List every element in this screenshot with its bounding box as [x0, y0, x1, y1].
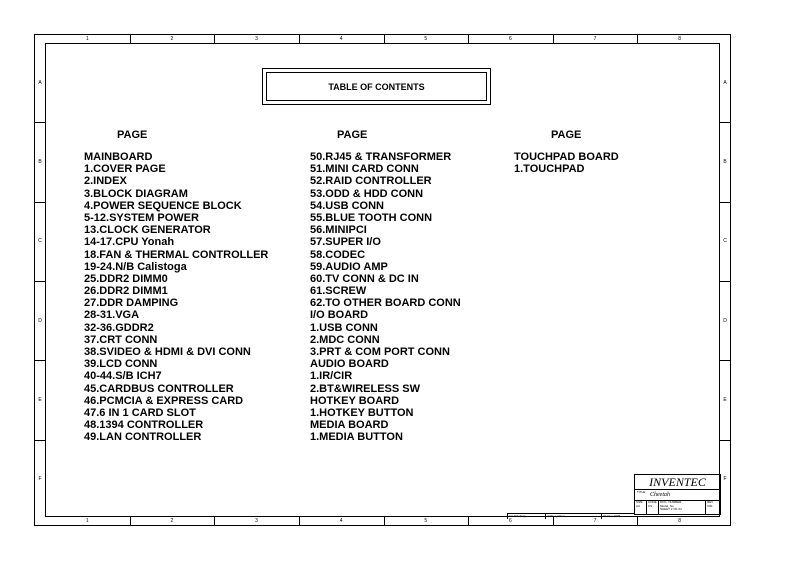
- toc-entry: 50.RJ45 & TRANSFORMER: [310, 151, 452, 163]
- zone-divider: [214, 517, 215, 525]
- toc-entry: 2.INDEX: [84, 175, 127, 188]
- zone-divider: [720, 360, 730, 361]
- zone-divider: [384, 35, 385, 43]
- zone-divider: [214, 35, 215, 43]
- size-cell: [635, 500, 647, 514]
- rev-value: X00: [707, 503, 713, 508]
- of-value: 64: [678, 507, 682, 511]
- zone-divider: [637, 517, 638, 525]
- toc-entry: 49.LAN CONTROLLER: [84, 431, 202, 444]
- toc-entry: 47.6 IN 1 CARD SLOT: [84, 406, 196, 419]
- column-header-2: PAGE: [337, 129, 368, 141]
- zone-column-4: 4: [339, 36, 343, 42]
- toc-entry: 3.PRT & COM PORT CONN: [310, 346, 450, 358]
- toc-entry: 26.DDR2 DIMM1: [84, 285, 168, 298]
- zone-row-D: D: [38, 317, 42, 324]
- zone-column-2: 2: [170, 36, 174, 42]
- toc-entry: 2.MDC CONN: [310, 333, 380, 346]
- size-label: SIZE: [636, 500, 643, 504]
- title-value: Cheetah: [650, 492, 670, 498]
- toc-entry: AUDIO BOARD: [310, 358, 389, 371]
- zone-column-4: 4: [339, 518, 343, 524]
- toc-entry: 1.TOUCHPAD: [514, 163, 585, 176]
- zone-divider: [384, 517, 385, 525]
- toc-entry: 56.MINIPCI: [310, 224, 367, 237]
- toc-entry: 1.HOTKEY BUTTON: [310, 406, 414, 419]
- zone-divider: [299, 517, 300, 525]
- zone-column-3: 3: [255, 36, 258, 42]
- zone-divider: [720, 440, 730, 441]
- toc-entry: 39.LCD CONN: [84, 358, 158, 371]
- title-block-grid: [635, 500, 720, 514]
- toc-entry: 46.PCMCIA & EXPRESS CARD: [84, 394, 244, 407]
- zone-divider: [130, 517, 131, 525]
- zone-row-E: E: [723, 397, 727, 403]
- toc-entry: 1.USB CONN: [310, 321, 378, 334]
- toc-entry: 53.ODD & HDD CONN: [310, 187, 424, 200]
- zone-column-8: 8: [678, 518, 682, 524]
- toc-entry: 45.CARDBUS CONTROLLER: [84, 382, 234, 395]
- zone-column-5: 5: [424, 518, 428, 524]
- zone-divider: [35, 360, 45, 361]
- toc-entry: 1.IR/CIR: [310, 370, 353, 383]
- toc-entry: 32-36.GDDR2: [84, 321, 154, 334]
- zone-column-1: 1: [85, 518, 89, 524]
- zone-row-C: C: [38, 238, 42, 245]
- zone-column-2: 2: [170, 518, 174, 524]
- zone-column-1: 1: [85, 36, 89, 42]
- company-logo: INVENTEC: [635, 475, 720, 490]
- zone-divider: [468, 517, 469, 525]
- toc-entry: 25.DDR2 DIMM0: [84, 272, 168, 285]
- toc-entry: TOUCHPAD BOARD: [514, 151, 619, 163]
- code-label: CODE: [648, 500, 657, 504]
- toc-entry: 3.BLOCK DIAGRAM: [84, 187, 188, 200]
- zone-column-5: 5: [424, 36, 428, 42]
- sheet-label: SHEET: [660, 507, 670, 511]
- zone-divider: [720, 202, 730, 203]
- toc-entry: 61.SCREW: [310, 285, 367, 298]
- zone-divider: [720, 122, 730, 123]
- toc-entry: 52.RAID CONTROLLER: [310, 175, 432, 188]
- toc-entry: 38.SVIDEO & HDMI & DVI CONN: [84, 346, 251, 358]
- toc-entry: 37.CRT CONN: [84, 333, 158, 346]
- toc-entry: 14-17.CPU Yonah: [84, 236, 175, 249]
- toc-entry: 60.TV CONN & DC IN: [310, 272, 419, 285]
- revision-author: Author_Chen: [545, 513, 601, 519]
- zone-row-A: A: [723, 79, 727, 86]
- zone-divider: [299, 35, 300, 43]
- toc-entry: 54.USB CONN: [310, 199, 384, 212]
- doc-number-label: DOC. NUMBER: [660, 500, 682, 504]
- rev-cell: [706, 500, 720, 514]
- doc-number-value: Model_No: [660, 503, 674, 508]
- zone-row-B: B: [38, 159, 42, 165]
- toc-entry: 28-31.VGA: [84, 309, 140, 322]
- zone-divider: [720, 281, 730, 282]
- doc-number-cell: [659, 500, 706, 514]
- revision-date: 29-Dec-2005: [601, 513, 634, 519]
- zone-divider: [553, 35, 554, 43]
- zone-column-6: 6: [509, 36, 512, 42]
- zone-column-3: 3: [255, 518, 258, 524]
- toc-title-box: [262, 68, 491, 105]
- toc-column-1: [84, 151, 268, 444]
- toc-entry: 58.CODEC: [310, 248, 366, 261]
- rev-label: REV: [707, 500, 714, 504]
- toc-entry: 62.TO OTHER BOARD CONN: [310, 297, 461, 310]
- zone-row-C: C: [723, 238, 727, 245]
- toc-column-3: [514, 151, 619, 175]
- toc-entry: HOTKEY BOARD: [310, 394, 400, 407]
- zone-column-8: 8: [678, 36, 682, 42]
- revision-changed-by: CHANGE by: [507, 513, 545, 519]
- toc-entry: I/O BOARD: [310, 309, 369, 322]
- toc-entry: 18.FAN & THERMAL CONTROLLER: [84, 248, 269, 261]
- column-header-3: PAGE: [551, 129, 582, 141]
- zone-labels-top: [35, 35, 730, 43]
- code-value: CS: [648, 503, 653, 508]
- toc-entry: 51.MINI CARD CONN: [310, 163, 419, 176]
- zone-labels-right: [720, 35, 730, 525]
- toc-entry: 59.AUDIO AMP: [310, 260, 388, 273]
- zone-column-7: 7: [593, 36, 597, 42]
- toc-entry: 48.1394 CONTROLLER: [84, 419, 204, 432]
- zone-divider: [130, 35, 131, 43]
- toc-entry: 40-44.S/B ICH7: [84, 370, 162, 383]
- zone-row-F: F: [38, 476, 42, 483]
- toc-entry: 19-24.N/B Calistoga: [84, 260, 187, 273]
- toc-entry: 1.MEDIA BUTTON: [310, 431, 403, 444]
- toc-entry: 57.SUPER I/O: [310, 236, 381, 249]
- zone-divider: [637, 35, 638, 43]
- zone-divider: [468, 35, 469, 43]
- toc-entry: 27.DDR DAMPING: [84, 297, 179, 310]
- code-cell: [647, 500, 659, 514]
- zone-divider: [35, 122, 45, 123]
- zone-divider: [35, 281, 45, 282]
- toc-entry: 55.BLUE TOOTH CONN: [310, 211, 433, 224]
- zone-row-D: D: [723, 317, 727, 324]
- zone-labels-left: [35, 35, 45, 525]
- toc-entry: MAINBOARD: [84, 151, 153, 163]
- zone-row-E: E: [38, 397, 42, 403]
- toc-entry: MEDIA BOARD: [310, 419, 389, 432]
- title-block: [634, 474, 721, 515]
- title-label: TITLE: [637, 490, 646, 494]
- zone-column-6: 6: [509, 518, 512, 524]
- zone-column-7: 7: [593, 518, 597, 524]
- toc-title: TABLE OF CONTENTS: [266, 72, 487, 101]
- toc-entry: 4.POWER SEQUENCE BLOCK: [84, 199, 242, 212]
- zone-divider: [35, 202, 45, 203]
- toc-entry: 13.CLOCK GENERATOR: [84, 224, 211, 237]
- of-label: OF: [673, 507, 678, 511]
- sheet-value: 2: [670, 507, 673, 511]
- toc-entry: 1.COVER PAGE: [84, 163, 166, 176]
- zone-row-B: B: [723, 159, 727, 165]
- toc-entry: 5-12.SYSTEM POWER: [84, 211, 199, 224]
- column-header-1: PAGE: [117, 129, 148, 141]
- toc-entry: 2.BT&WIRELESS SW: [310, 382, 421, 395]
- toc-column-2: [310, 151, 461, 444]
- zone-divider: [35, 440, 45, 441]
- size-value: A3: [636, 503, 640, 508]
- zone-row-F: F: [723, 476, 727, 483]
- zone-row-A: A: [38, 79, 42, 86]
